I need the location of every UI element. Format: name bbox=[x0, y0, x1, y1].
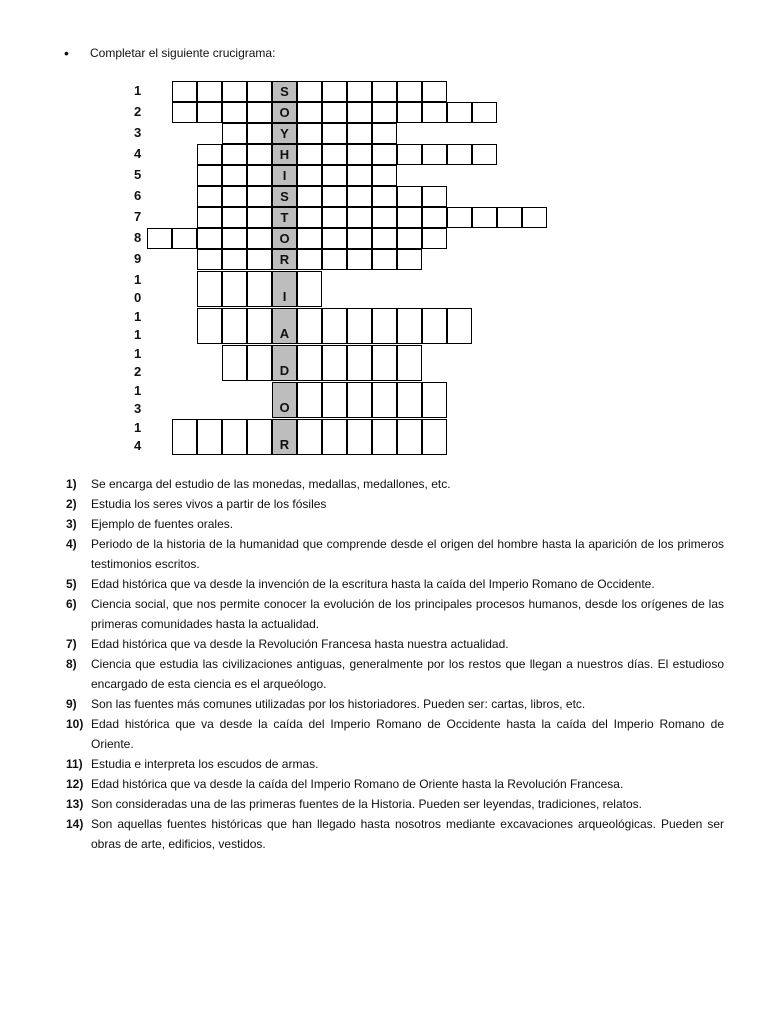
key-letter: T bbox=[280, 210, 289, 225]
crossword-cell[interactable] bbox=[247, 123, 272, 144]
clue-text: Periodo de la historia de la humanidad que comprende desde el origen del hombre hasta la aparición de los primeros testimonios escritos. bbox=[91, 537, 724, 571]
clue-text: Estudia los seres vivos a partir de los fósiles bbox=[91, 497, 327, 511]
row-number: 6 bbox=[134, 188, 142, 203]
crossword-cell[interactable] bbox=[372, 81, 397, 102]
clue-number: 13) bbox=[66, 797, 84, 811]
crossword-cell[interactable] bbox=[422, 382, 447, 418]
key-letter-cell[interactable] bbox=[272, 345, 297, 381]
clue-number: 12) bbox=[66, 777, 84, 791]
crossword-cell[interactable] bbox=[397, 345, 422, 381]
crossword-cell[interactable] bbox=[222, 81, 247, 102]
crossword-cell[interactable] bbox=[397, 228, 422, 249]
crossword-cell[interactable] bbox=[297, 123, 322, 144]
crossword-cell[interactable] bbox=[197, 308, 222, 344]
crossword-cell[interactable] bbox=[397, 308, 422, 344]
crossword-cell[interactable] bbox=[397, 186, 422, 207]
crossword-cell[interactable] bbox=[222, 123, 247, 144]
row-number: 8 bbox=[134, 230, 142, 245]
key-letter-cell[interactable] bbox=[272, 228, 297, 249]
key-letter: S bbox=[280, 84, 289, 99]
clue-number: 7) bbox=[66, 637, 77, 651]
crossword-cell[interactable] bbox=[422, 102, 447, 123]
clue-item bbox=[66, 814, 724, 854]
crossword-cell[interactable] bbox=[347, 144, 372, 165]
clue-number: 3) bbox=[66, 517, 77, 531]
row-number: 1 2 bbox=[134, 346, 142, 379]
clue-number: 2) bbox=[66, 497, 77, 511]
crossword-cell[interactable] bbox=[247, 207, 272, 228]
clue-number: 5) bbox=[66, 577, 77, 591]
key-letter: S bbox=[280, 189, 289, 204]
crossword-cell[interactable] bbox=[372, 186, 397, 207]
key-letter: R bbox=[279, 437, 290, 452]
crossword-cell[interactable] bbox=[222, 228, 247, 249]
crossword-cell[interactable] bbox=[322, 382, 347, 418]
crossword-cell[interactable] bbox=[222, 102, 247, 123]
crossword-cell[interactable] bbox=[347, 228, 372, 249]
crossword-cell[interactable] bbox=[322, 345, 347, 381]
crossword-cell[interactable] bbox=[247, 249, 272, 270]
crossword-cell[interactable] bbox=[247, 186, 272, 207]
crossword-cell[interactable] bbox=[422, 81, 447, 102]
crossword-cell[interactable] bbox=[397, 81, 422, 102]
crossword-cell[interactable] bbox=[247, 165, 272, 186]
clue-list bbox=[66, 474, 724, 854]
key-letter-cell[interactable] bbox=[272, 81, 297, 102]
crossword-cell[interactable] bbox=[347, 165, 372, 186]
crossword-cell[interactable] bbox=[222, 144, 247, 165]
row-number: 1 4 bbox=[134, 420, 142, 453]
crossword-cell[interactable] bbox=[222, 165, 247, 186]
row-number: 2 bbox=[134, 104, 142, 119]
crossword-cell[interactable] bbox=[322, 123, 347, 144]
row-number: 3 bbox=[134, 125, 142, 140]
crossword-cell[interactable] bbox=[447, 207, 472, 228]
crossword-cell[interactable] bbox=[372, 207, 397, 228]
crossword-cell[interactable] bbox=[247, 144, 272, 165]
clue-number: 11) bbox=[66, 757, 83, 771]
crossword-cell[interactable] bbox=[222, 308, 247, 344]
key-letter: R bbox=[279, 252, 290, 267]
crossword-cell[interactable] bbox=[422, 419, 447, 455]
crossword-cell[interactable] bbox=[422, 144, 447, 165]
clue-item bbox=[66, 574, 724, 594]
crossword-cell[interactable] bbox=[322, 186, 347, 207]
key-letter-cell[interactable] bbox=[272, 123, 297, 144]
crossword-cell[interactable] bbox=[247, 419, 272, 455]
clue-text: Son consideradas una de las primeras fuentes de la Historia. Pueden ser leyendas, tradiciones, relatos. bbox=[91, 797, 642, 811]
crossword-cell[interactable] bbox=[372, 345, 397, 381]
clue-number: 4) bbox=[66, 537, 77, 551]
clue-number: 14) bbox=[66, 817, 84, 831]
crossword-cell[interactable] bbox=[397, 207, 422, 228]
key-letter-cell[interactable] bbox=[272, 308, 297, 344]
key-letter-cell[interactable] bbox=[272, 207, 297, 228]
crossword-cell[interactable] bbox=[247, 102, 272, 123]
key-letter: O bbox=[279, 105, 290, 120]
crossword-cell[interactable] bbox=[222, 345, 247, 381]
crossword-cell[interactable] bbox=[297, 81, 322, 102]
crossword-cell[interactable] bbox=[322, 165, 347, 186]
key-letter-cell[interactable] bbox=[272, 144, 297, 165]
key-letter-cell[interactable] bbox=[272, 102, 297, 123]
crossword-cell[interactable] bbox=[422, 228, 447, 249]
key-letter: Y bbox=[280, 126, 289, 141]
bullet-icon: • bbox=[64, 45, 69, 61]
crossword-cell[interactable] bbox=[322, 228, 347, 249]
crossword-cell[interactable] bbox=[222, 186, 247, 207]
crossword-cell[interactable] bbox=[222, 419, 247, 455]
key-letter-cell[interactable] bbox=[272, 419, 297, 455]
crossword-cell[interactable] bbox=[372, 165, 397, 186]
clue-number: 8) bbox=[66, 657, 77, 671]
clue-text: Edad histórica que va desde la caída del Imperio Romano de Occidente hasta la caída del Imperio Romano de Oriente. bbox=[91, 717, 724, 751]
clue-text: Estudia e interpreta los escudos de armas. bbox=[91, 757, 319, 771]
row-number: 1 1 bbox=[134, 309, 142, 342]
clue-text: Edad histórica que va desde la invención de la escritura hasta la caída del Imperio Romano de Occidente. bbox=[91, 577, 655, 591]
crossword-cell[interactable] bbox=[197, 271, 222, 307]
crossword-cell[interactable] bbox=[297, 144, 322, 165]
crossword-cell[interactable] bbox=[522, 207, 547, 228]
crossword-cell[interactable] bbox=[297, 271, 322, 307]
crossword-cell[interactable] bbox=[347, 81, 372, 102]
crossword-cell[interactable] bbox=[197, 144, 222, 165]
key-letter: A bbox=[279, 326, 290, 341]
crossword-cell[interactable] bbox=[197, 249, 222, 270]
clue-text: Ciencia que estudia las civilizaciones antiguas, generalmente por los restos que llegan a nuestros días. El estudioso encargado de esta ciencia es el arqueólogo. bbox=[91, 657, 724, 691]
crossword-cell[interactable] bbox=[447, 102, 472, 123]
clue-item bbox=[66, 594, 724, 634]
clue-item bbox=[66, 474, 724, 494]
clue-item bbox=[66, 514, 724, 534]
crossword-cell[interactable] bbox=[397, 144, 422, 165]
crossword-cell[interactable] bbox=[147, 228, 172, 249]
clue-text: Se encarga del estudio de las monedas, medallas, medallones, etc. bbox=[91, 477, 451, 491]
clue-number: 10) bbox=[66, 717, 84, 731]
clue-number: 1) bbox=[66, 477, 77, 491]
crossword-cell[interactable] bbox=[372, 102, 397, 123]
clue-text: Edad histórica que va desde la Revolución Francesa hasta nuestra actualidad. bbox=[91, 637, 509, 651]
crossword-cell[interactable] bbox=[447, 144, 472, 165]
crossword-cell[interactable] bbox=[372, 308, 397, 344]
key-letter: O bbox=[279, 231, 290, 246]
crossword-cell[interactable] bbox=[222, 207, 247, 228]
row-number: 4 bbox=[134, 146, 142, 161]
crossword-cell[interactable] bbox=[297, 207, 322, 228]
clue-item bbox=[66, 714, 724, 754]
crossword-cell[interactable] bbox=[197, 81, 222, 102]
row-number: 5 bbox=[134, 167, 142, 182]
crossword-cell[interactable] bbox=[197, 165, 222, 186]
crossword-cell[interactable] bbox=[197, 207, 222, 228]
crossword-cell[interactable] bbox=[497, 207, 522, 228]
crossword-cell[interactable] bbox=[397, 102, 422, 123]
clue-item bbox=[66, 494, 724, 514]
clue-number: 6) bbox=[66, 597, 77, 611]
crossword-cell[interactable] bbox=[347, 249, 372, 270]
crossword-cell[interactable] bbox=[397, 419, 422, 455]
crossword-cell[interactable] bbox=[347, 382, 372, 418]
crossword-cell[interactable] bbox=[247, 308, 272, 344]
crossword-cell[interactable] bbox=[347, 345, 372, 381]
clue-item bbox=[66, 634, 724, 654]
crossword-cell[interactable] bbox=[247, 81, 272, 102]
crossword-cell[interactable] bbox=[172, 228, 197, 249]
crossword-cell[interactable] bbox=[447, 308, 472, 344]
clue-item bbox=[66, 534, 724, 574]
crossword-cell[interactable] bbox=[422, 308, 447, 344]
crossword-cell[interactable] bbox=[472, 144, 497, 165]
crossword-cell[interactable] bbox=[322, 207, 347, 228]
crossword-cell[interactable] bbox=[347, 419, 372, 455]
crossword-cell[interactable] bbox=[297, 186, 322, 207]
crossword-cell[interactable] bbox=[247, 271, 272, 307]
crossword-cell[interactable] bbox=[347, 186, 372, 207]
key-letter: I bbox=[282, 289, 287, 304]
clue-item bbox=[66, 774, 724, 794]
key-letter: O bbox=[279, 400, 290, 415]
crossword-cell[interactable] bbox=[372, 419, 397, 455]
crossword-cell[interactable] bbox=[347, 207, 372, 228]
crossword-cell[interactable] bbox=[322, 308, 347, 344]
clue-text: Ciencia social, que nos permite conocer la evolución de los principales procesos humanos, desde los orígenes de las primeras comunidades hasta la actualidad. bbox=[91, 597, 724, 631]
crossword-cell[interactable] bbox=[397, 382, 422, 418]
row-number: 1 0 bbox=[134, 272, 142, 305]
crossword-cell[interactable] bbox=[197, 419, 222, 455]
key-letter: H bbox=[279, 147, 290, 162]
clue-item bbox=[66, 694, 724, 714]
row-number: 1 bbox=[134, 83, 142, 98]
crossword-cell[interactable] bbox=[372, 228, 397, 249]
crossword-cell[interactable] bbox=[297, 345, 322, 381]
crossword-cell[interactable] bbox=[197, 102, 222, 123]
crossword-cell[interactable] bbox=[222, 271, 247, 307]
clue-item bbox=[66, 754, 724, 774]
crossword-cell[interactable] bbox=[297, 419, 322, 455]
key-letter-cell[interactable] bbox=[272, 165, 297, 186]
crossword-cell[interactable] bbox=[197, 186, 222, 207]
clue-text: Edad histórica que va desde la caída del Imperio Romano de Oriente hasta la Revolución Francesa. bbox=[91, 777, 624, 791]
clue-item bbox=[66, 794, 724, 814]
crossword-cell[interactable] bbox=[222, 249, 247, 270]
crossword-cell[interactable] bbox=[322, 81, 347, 102]
crossword-cell[interactable] bbox=[172, 419, 197, 455]
crossword-cell[interactable] bbox=[372, 249, 397, 270]
key-letter-cell[interactable] bbox=[272, 249, 297, 270]
crossword-cell[interactable] bbox=[297, 228, 322, 249]
crossword-cell[interactable] bbox=[297, 249, 322, 270]
key-letter: I bbox=[282, 168, 287, 183]
crossword-cell[interactable] bbox=[472, 102, 497, 123]
crossword-cell[interactable] bbox=[347, 123, 372, 144]
crossword-cell[interactable] bbox=[297, 382, 322, 418]
clue-text: Son aquellas fuentes históricas que han llegado hasta nosotros mediante excavaciones arqueológicas. Pueden ser obras de arte, edificios, vestidos. bbox=[91, 817, 724, 851]
crossword-cell[interactable] bbox=[372, 144, 397, 165]
crossword-cell[interactable] bbox=[172, 81, 197, 102]
crossword-cell[interactable] bbox=[297, 102, 322, 123]
crossword-cell[interactable] bbox=[322, 144, 347, 165]
crossword-cell[interactable] bbox=[247, 228, 272, 249]
crossword-cell[interactable] bbox=[247, 345, 272, 381]
crossword-cell[interactable] bbox=[347, 102, 372, 123]
clue-text: Son las fuentes más comunes utilizadas por los historiadores. Pueden ser: cartas, libros, etc. bbox=[91, 697, 586, 711]
crossword-cell[interactable] bbox=[322, 419, 347, 455]
crossword-cell[interactable] bbox=[472, 207, 497, 228]
crossword-cell[interactable] bbox=[347, 308, 372, 344]
crossword-cell[interactable] bbox=[372, 382, 397, 418]
row-number: 7 bbox=[134, 209, 142, 224]
key-letter-cell[interactable] bbox=[272, 382, 297, 418]
crossword-cell[interactable] bbox=[297, 308, 322, 344]
crossword-cell[interactable] bbox=[322, 249, 347, 270]
clue-text: Ejemplo de fuentes orales. bbox=[91, 517, 234, 531]
crossword-cell[interactable] bbox=[172, 102, 197, 123]
crossword-grid bbox=[120, 79, 540, 459]
clue-number: 9) bbox=[66, 697, 77, 711]
crossword-cell[interactable] bbox=[322, 102, 347, 123]
crossword-cell[interactable] bbox=[372, 123, 397, 144]
crossword-cell[interactable] bbox=[197, 228, 222, 249]
crossword-cell[interactable] bbox=[297, 165, 322, 186]
row-number: 1 3 bbox=[134, 383, 142, 416]
key-letter: D bbox=[279, 363, 290, 378]
crossword-cell[interactable] bbox=[422, 186, 447, 207]
instruction-text: Completar el siguiente crucigrama: bbox=[90, 46, 276, 60]
clue-item bbox=[66, 654, 724, 694]
crossword-cell[interactable] bbox=[397, 249, 422, 270]
row-number: 9 bbox=[134, 251, 142, 266]
key-letter-cell[interactable] bbox=[272, 186, 297, 207]
crossword-cell[interactable] bbox=[422, 207, 447, 228]
key-letter-cell[interactable] bbox=[272, 271, 297, 307]
